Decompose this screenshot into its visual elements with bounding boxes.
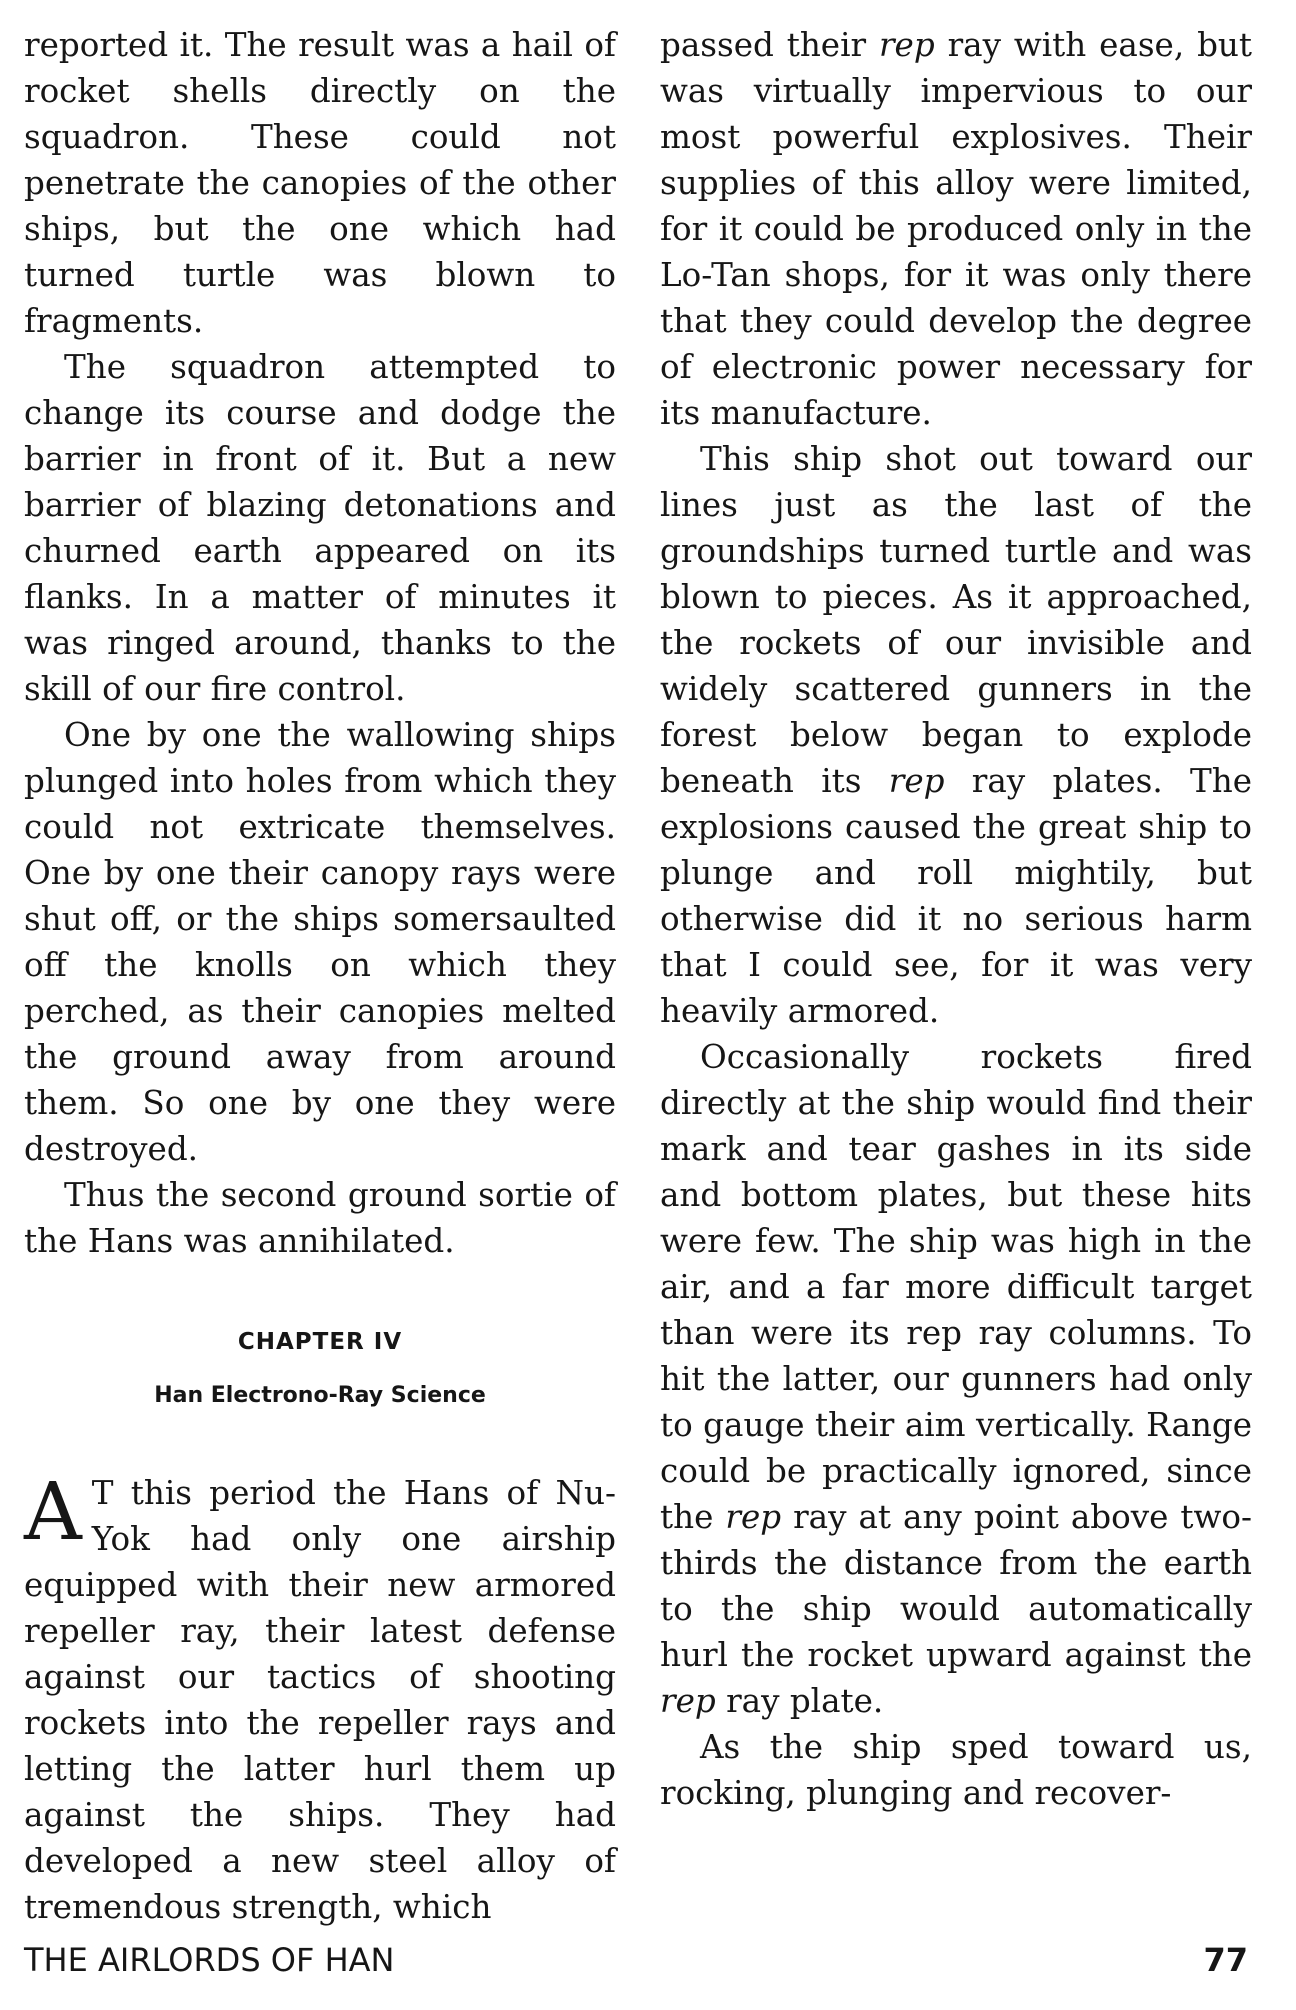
paragraph-text: Occasionally rockets fired directly at the ship would find their mark and tear gashes in its side and bottom plates, but these hits were few. The ship was high in the air, and a far more difficult target than were its rep ray columns. To hit the latter, our gunners had only to gauge their aim vertically. Range could be practically ignored, since the — [660, 1038, 1252, 1536]
drop-cap: A — [24, 1465, 82, 1558]
left-column — [24, 22, 616, 1930]
chapter-opening-paragraph — [24, 1465, 616, 1930]
paragraph: Thus the second ground sortie of the Hans was annihilated. — [24, 1176, 616, 1260]
italic-rep: rep — [660, 1682, 716, 1720]
paragraph: The squadron attempted to change its course and dodge the barrier in front of it. But a new barrier of blazing detonations and churned earth appeared on its flanks. In a matter of minutes it was ringed around, thanks to the skill of our fire control. — [24, 348, 616, 708]
paragraph: reported it. The result was a hail of rocket shells directly on the squadron. These could not penetrate the canopies of the other ships, but the one which had turned turtle was blown to fragments. — [24, 26, 616, 340]
paragraph-text: passed their — [660, 26, 879, 64]
chapter-heading — [24, 1322, 616, 1416]
paragraph-text: This ship shot out toward our lines just as the last of the groundships turned turtle and was blown to pieces. As it approached, the rockets of our invisible and widely scattered gunners in the forest below began to explode beneath its — [660, 440, 1252, 800]
paragraph: As the ship sped toward us, rocking, plunging and recover- — [660, 1728, 1252, 1812]
paragraph — [660, 436, 1252, 1034]
paragraph-text: ray at any point above two-thirds the distance from the earth to the ship would automatically hurl the rocket upward against the — [660, 1498, 1252, 1674]
paragraph-text: T this period the Hans of Nu-Yok had only one airship equipped with their new armored repeller ray, their latest defense against our tactics of shooting rockets into the repeller rays and letting the latter hurl them up against the ships. They had developed a new steel alloy of tremendous strength, which — [24, 1474, 616, 1926]
italic-rep: rep — [888, 762, 945, 800]
running-footer-title: THE AIRLORDS OF HAN — [24, 1941, 395, 1979]
page-number: 77 — [1203, 1941, 1248, 1979]
italic-rep: rep — [725, 1498, 782, 1536]
chapter-subtitle: Han Electrono-Ray Science — [154, 1383, 486, 1408]
paragraph — [660, 1034, 1252, 1724]
paragraph-text: ray plates. The explosions caused the great ship to plunge and roll mightily, but otherwise did it no serious harm that I could see, for it was very heavily armored. — [660, 762, 1252, 1030]
chapter-title: CHAPTER IV — [237, 1329, 403, 1355]
paragraph: One by one the wallowing ships plunged into holes from which they could not extricate themselves. One by one their canopy rays were shut off, or the ships somersaulted off the knolls on which they perched, as their canopies melted the ground away from around them. So one by one they were destroyed. — [24, 716, 616, 1168]
paragraph — [660, 22, 1252, 436]
paragraph-text: ray with ease, but was virtually impervious to our most powerful explosives. Their supplies of this alloy were limited, for it could be produced only in the Lo-Tan shops, for it was only there that they could develop the degree of electronic power necessary for its manufacture. — [660, 26, 1252, 432]
italic-rep: rep — [878, 26, 935, 64]
paragraph-text: ray plate. — [715, 1682, 884, 1720]
right-column — [660, 22, 1252, 1816]
